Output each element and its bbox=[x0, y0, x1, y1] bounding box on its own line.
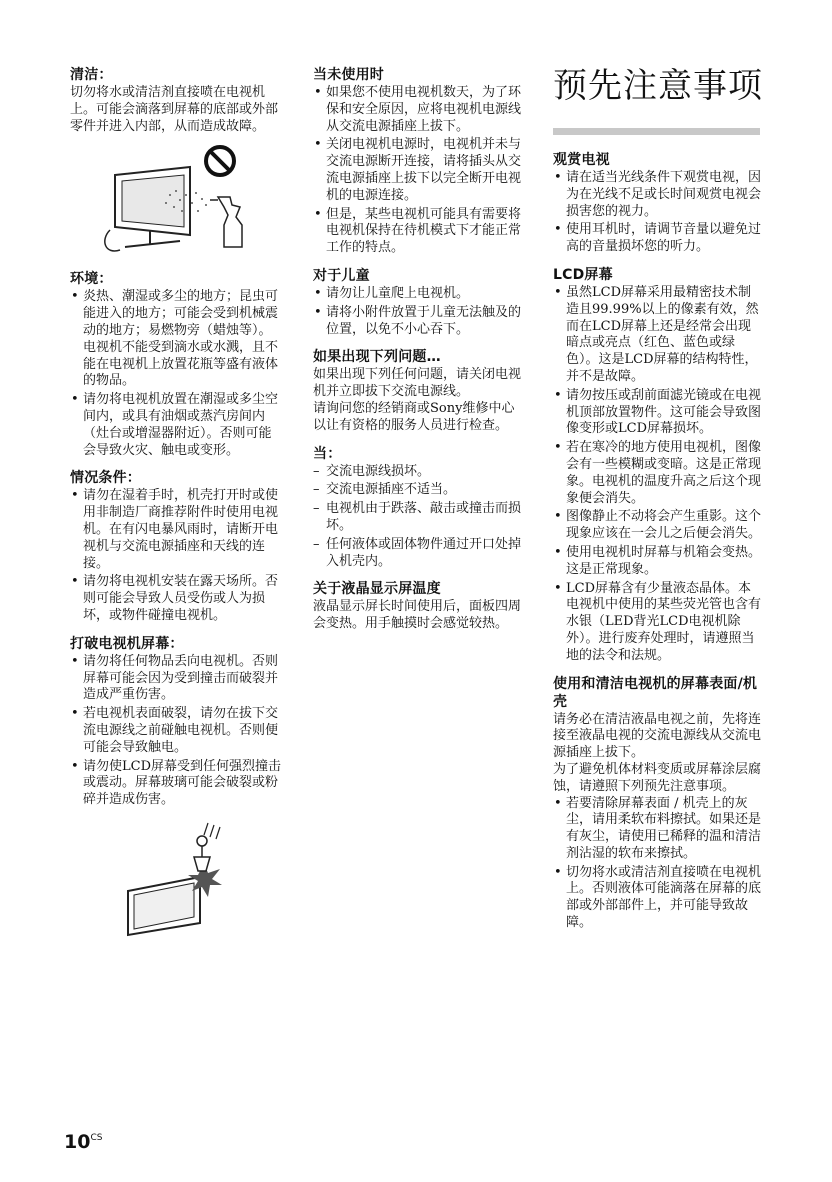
section-broken-screen bbox=[70, 635, 282, 809]
heading-viewing: 观赏电视 bbox=[553, 152, 610, 168]
list-item: – 交流电源线损坏。 bbox=[313, 464, 525, 481]
list-item: – 任何液体或固体物件通过开口处掉入机壳内。 bbox=[313, 537, 525, 571]
paragraph-service: 请询问您的经销商或Sony维修中心以让有资格的服务人员进行检查。 bbox=[313, 400, 515, 433]
section-situation bbox=[70, 469, 282, 624]
paragraph-precautions: 为了避免机体材料变质或屏幕涂层腐蚀，请遵照下列预先注意事项。 bbox=[553, 761, 762, 794]
paragraph-unplug: 请务必在清洁液晶电视之前，先将连接至液晶电视的交流电源线从交流电源插座上拔下。 bbox=[553, 711, 762, 761]
section-viewing bbox=[553, 151, 763, 256]
list-item: • 图像静止不动将会产生重影。这个现象应该在一会儿之后便会消失。 bbox=[553, 509, 763, 543]
heading-screen-cleaning: 使用和清洁电视机的屏幕表面/机壳 bbox=[553, 675, 758, 710]
list-item: • 请勿在湿着手时，机壳打开时或使用非制造厂商推荐附件时使用电视机。在有闪电暴风雨时，请断开电视机与交流电源插座和天线的连接。 bbox=[70, 488, 282, 572]
list-item: • 使用电视机时屏幕与机箱会变热。这是正常现象。 bbox=[553, 545, 763, 579]
list-item: – 电视机由于跌落、敲击或撞击而损坏。 bbox=[313, 501, 525, 535]
object-thrown-at-tv-illustration bbox=[70, 819, 270, 939]
list-item: • 如果您不使用电视机数天，为了环保和安全原因，应将电视机电源线从交流电源插座上拔下。 bbox=[313, 85, 525, 135]
section-clean bbox=[70, 66, 282, 135]
spray-cleaner-prohibited-illustration bbox=[70, 145, 270, 260]
section-screen-cleaning bbox=[553, 675, 763, 932]
column-left bbox=[70, 66, 282, 949]
list-item: • 请在适当光线条件下观赏电视，因为在光线不足或长时间观赏电视会损害您的视力。 bbox=[553, 170, 763, 220]
list-item: • 请勿让儿童爬上电视机。 bbox=[313, 286, 525, 303]
section-when bbox=[313, 445, 525, 571]
list-item: • 若电视机表面破裂，请勿在拔下交流电源线之前碰触电视机。否则便可能会导致触电。 bbox=[70, 706, 282, 756]
section-children bbox=[313, 267, 525, 338]
list-item: • 但是，某些电视机可能具有需要将电视机保持在待机模式下才能正常工作的特点。 bbox=[313, 207, 525, 257]
list-item: • 请勿将电视机放置在潮湿或多尘空间内，或具有油烟或蒸汽房间内（灶台或增湿器附近）。否则可能会导致火灾、触电或变形。 bbox=[70, 392, 282, 459]
paragraph-problems: 如果出现下列任何问题，请关闭电视机并立即拔下交流电源线。 bbox=[313, 367, 522, 400]
list-item: • 若要清除屏幕表面 / 机壳上的灰尘，请用柔软布料擦拭。如果还是有灰尘，请使用已稀释的温和清洁剂沾湿的软布来擦拭。 bbox=[553, 796, 763, 863]
heading-when: 当： bbox=[313, 445, 342, 462]
heading-environment: 环境： bbox=[70, 271, 113, 288]
heading-lcd-temperature: 关于液晶显示屏温度 bbox=[313, 581, 441, 598]
list-item: • LCD屏幕含有少量液态晶体。本电视机中使用的某些荧光管也含有水银（LED背光LCD电视机除外）。进行废弃处理时，请遵照当地的法令和法规。 bbox=[553, 581, 763, 665]
heading-situation: 情况条件： bbox=[70, 470, 141, 487]
list-item: • 切勿将水或清洁剂直接喷在电视机上。否则液体可能滴落在屏幕的底部或外部部件上，并可能导致故障。 bbox=[553, 865, 763, 932]
column-right bbox=[553, 66, 763, 942]
heading-lcd-screen: LCD屏幕 bbox=[553, 266, 613, 283]
section-lcd-temperature bbox=[313, 580, 525, 633]
page-number-value: 10 bbox=[64, 1131, 91, 1153]
section-not-in-use bbox=[313, 66, 525, 257]
list-item: • 请将小附件放置于儿童无法触及的位置，以免不小心吞下。 bbox=[313, 305, 525, 339]
list-item: • 请勿将电视机安装在露天场所。否则可能会导致人员受伤或人为损坏，或物件碰撞电视机。 bbox=[70, 574, 282, 624]
page-number-suffix: CS bbox=[90, 1133, 103, 1143]
list-item: • 使用耳机时，请调节音量以避免过高的音量损坏您的听力。 bbox=[553, 222, 763, 256]
title-divider bbox=[553, 128, 760, 135]
section-problems bbox=[313, 348, 525, 434]
list-item: • 若在寒冷的地方使用电视机，图像会有一些模糊或变暗。这是正常现象。电视机的温度升高之后这个现象便会消失。 bbox=[553, 440, 763, 507]
paragraph-lcd-temperature: 液晶显示屏长时间使用后，面板四周会变热。用手触摸时会感觉较热。 bbox=[313, 599, 522, 632]
section-environment bbox=[70, 270, 282, 459]
paragraph-clean: 切勿将水或清洁剂直接喷在电视机上。可能会滴落到屏幕的底部或外部零件并进入内部，从而造成故障。 bbox=[70, 85, 279, 134]
list-item: • 关闭电视机电源时，电视机并未与交流电源断开连接，请将插头从交流电源插座上拔下以完全断开电视机的电源连接。 bbox=[313, 137, 525, 204]
page-number bbox=[64, 1131, 102, 1153]
section-lcd-screen bbox=[553, 266, 763, 665]
heading-problems: 如果出现下列问题… bbox=[313, 349, 441, 366]
list-item: • 请勿按压或刮前面滤光镜或在电视机顶部放置物件。这可能会导致图像变形或LCD屏幕损坏。 bbox=[553, 388, 763, 438]
list-item: • 请勿使LCD屏幕受到任何强烈撞击或震动。屏幕玻璃可能会破裂或粉碎并造成伤害。 bbox=[70, 759, 282, 809]
heading-not-in-use: 当未使用时 bbox=[313, 67, 384, 83]
list-item: • 请勿将任何物品丢向电视机。否则屏幕可能会因为受到撞击而破裂并造成严重伤害。 bbox=[70, 654, 282, 704]
column-middle bbox=[313, 66, 525, 643]
list-item: • 虽然LCD屏幕采用最精密技术制造且99.99%以上的像素有效，然而在LCD屏幕上还是经常会出现暗点或亮点（红色、蓝色或绿色）。这是LCD屏幕的结构特性，并不是故障。 bbox=[553, 285, 763, 386]
heading-broken-screen: 打破电视机屏幕： bbox=[70, 635, 184, 652]
heading-children: 对于儿童 bbox=[313, 267, 370, 284]
heading-clean: 清洁： bbox=[70, 67, 113, 83]
page-title: 预先注意事项 bbox=[553, 66, 763, 106]
list-item: – 交流电源插座不适当。 bbox=[313, 482, 525, 499]
list-item: • 炎热、潮湿或多尘的地方；昆虫可能进入的地方；可能会受到机械震动的地方；易燃物旁（蜡烛等）。电视机不能受到滴水或水溅，且不能在电视机上放置花瓶等盛有液体的物品。 bbox=[70, 289, 282, 390]
